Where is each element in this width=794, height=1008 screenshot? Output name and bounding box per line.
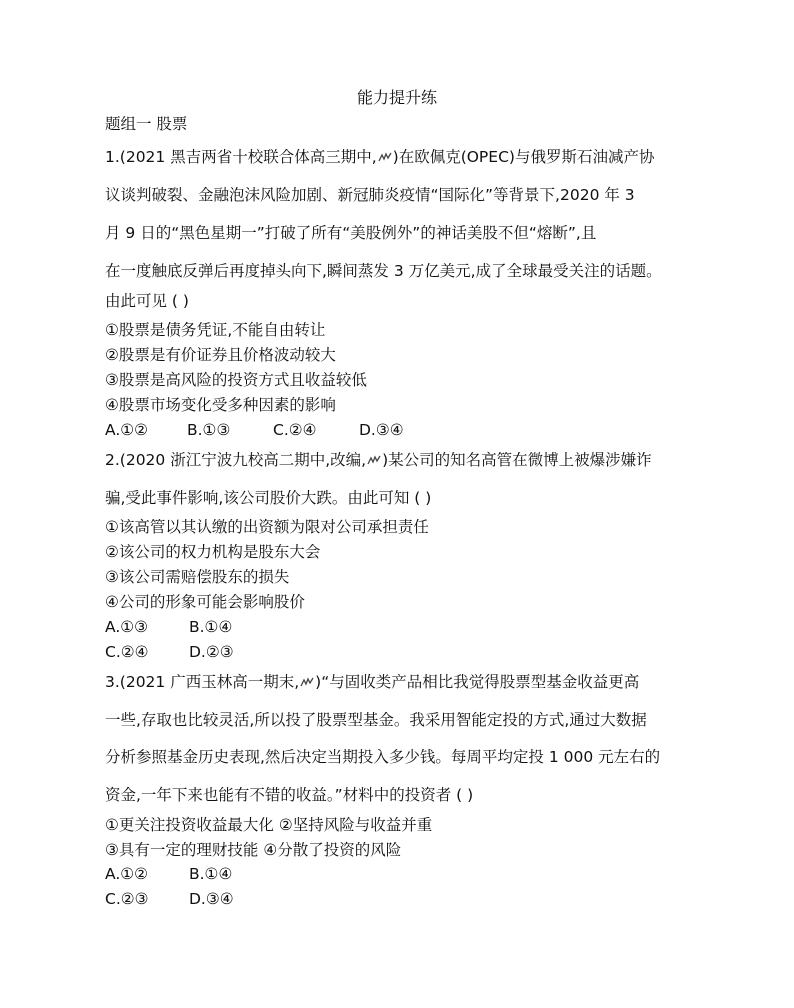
q3-stem-suffix: )“与固收类产品相比我觉得股票型基金收益更高 <box>315 673 640 691</box>
q1-statement-3: ③股票是高风险的投资方式且收益较低 <box>105 371 367 389</box>
q3-stem-line2: 一些,存取也比较灵活,所以投了股票型基金。我采用智能定投的方式,通过大数据 <box>105 711 647 729</box>
difficulty-icon <box>367 455 381 466</box>
difficulty-icon <box>378 152 392 163</box>
q1-stem-prefix: 1.(2021 黑吉两省十校联合体高三期中, <box>105 148 377 166</box>
group-heading: 题组一 股票 <box>105 115 188 133</box>
q2-option-d[interactable]: D.②③ <box>189 643 234 661</box>
q1-options <box>105 420 404 440</box>
q2-stem-line1 <box>105 450 652 470</box>
q2-statement-1: ①该高管以其认缴的出资额为限对公司承担责任 <box>105 518 429 536</box>
q2-stem-prefix: 2.(2020 浙江宁波九校高二期中,改编, <box>105 451 367 469</box>
q2-options-row1 <box>105 617 232 637</box>
page-title: 能力提升练 <box>356 88 437 107</box>
q3-stem-line3: 分析参照基金历史表现,然后决定当期投入多少钱。每周平均定投 1 000 元左右的 <box>105 748 661 766</box>
q1-stem-line4: 在一度触底反弹后再度掉头向下,瞬间蒸发 3 万亿美元,成了全球最受关注的话题。 <box>105 262 662 280</box>
q2-statement-2: ②该公司的权力机构是股东大会 <box>105 543 321 561</box>
q1-option-d[interactable]: D.③④ <box>359 421 404 439</box>
q1-option-b[interactable]: B.①③ <box>187 421 231 439</box>
q3-statements-1-2: ①更关注投资收益最大化 ②坚持风险与收益并重 <box>105 816 433 834</box>
q1-statement-2: ②股票是有价证券且价格波动较大 <box>105 346 336 364</box>
q1-stem-line3: 月 9 日的“黑色星期一”打破了所有“美股例外”的神话美股不但“熔断”,且 <box>105 224 597 242</box>
q3-option-c[interactable]: C.②③ <box>105 890 149 908</box>
q1-stem-line5: 由此可见 ( ) <box>105 292 189 310</box>
q2-stem-suffix: )某公司的知名高管在微博上被爆涉嫌诈 <box>382 451 652 469</box>
q3-stem-prefix: 3.(2021 广西玉林高一期末, <box>105 673 300 691</box>
q3-option-d[interactable]: D.③④ <box>189 890 234 908</box>
q2-statement-3: ③该公司需赔偿股东的损失 <box>105 568 290 586</box>
q1-stem-line2: 议谈判破裂、金融泡沫风险加剧、新冠肺炎疫情“国际化”等背景下,2020 年 3 <box>105 186 635 204</box>
q3-options-row1 <box>105 864 232 884</box>
q2-stem-line2: 骗,受此事件影响,该公司股价大跌。由此可知 ( ) <box>105 489 432 507</box>
q1-stem-line1 <box>105 147 654 167</box>
q3-stem-line1 <box>105 672 639 692</box>
q2-option-b[interactable]: B.①④ <box>189 618 233 636</box>
q3-options-row2 <box>105 889 234 909</box>
q1-option-a[interactable]: A.①② <box>105 421 149 439</box>
q2-option-a[interactable]: A.①③ <box>105 618 149 636</box>
difficulty-icon <box>300 677 314 688</box>
q1-option-c[interactable]: C.②④ <box>273 421 317 439</box>
q1-statement-1: ①股票是债务凭证,不能自由转让 <box>105 321 326 339</box>
q3-option-b[interactable]: B.①④ <box>189 865 233 883</box>
q3-option-a[interactable]: A.①② <box>105 865 149 883</box>
q2-statement-4: ④公司的形象可能会影响股价 <box>105 593 305 611</box>
q1-statement-4: ④股票市场变化受多种因素的影响 <box>105 396 336 414</box>
q1-stem-suffix: )在欧佩克(OPEC)与俄罗斯石油减产协 <box>392 148 655 166</box>
q3-statements-3-4: ③具有一定的理财技能 ④分散了投资的风险 <box>105 841 402 859</box>
q3-stem-line4: 资金,一年下来也能有不错的收益。”材料中的投资者 ( ) <box>105 786 474 804</box>
q2-option-c[interactable]: C.②④ <box>105 643 149 661</box>
q2-options-row2 <box>105 642 234 662</box>
